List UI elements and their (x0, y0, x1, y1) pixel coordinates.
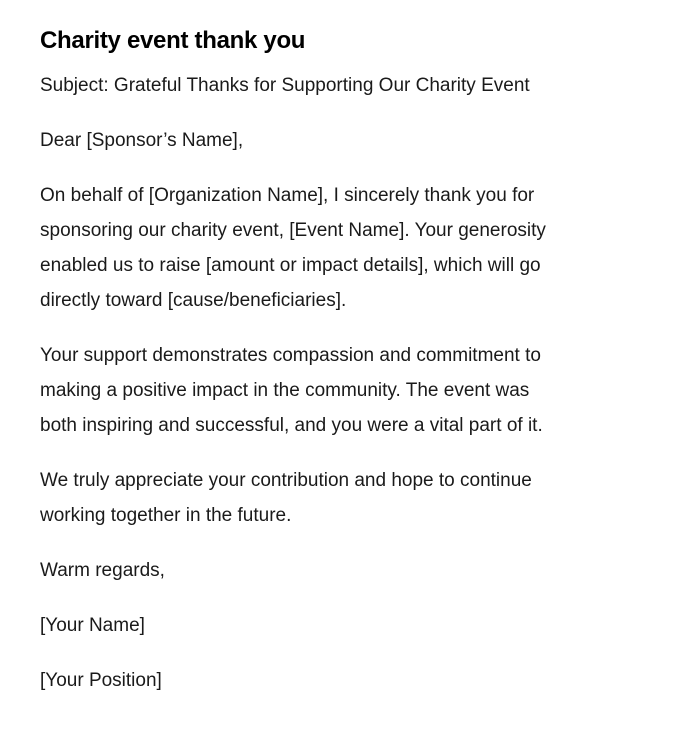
salutation: Dear [Sponsor’s Name], (40, 130, 244, 151)
paragraph-line: making a positive impact in the community. The event was (40, 380, 530, 401)
paragraph-line: working together in the future. (40, 505, 292, 526)
body-paragraph-2 (40, 338, 660, 443)
signature-name: [Your Name] (40, 615, 145, 636)
subject-line: Subject: Grateful Thanks for Supporting Our Charity Event (40, 75, 530, 96)
paragraph-line: directly toward [cause/beneficiaries]. (40, 290, 347, 311)
closing: Warm regards, (40, 560, 165, 581)
document-title: Charity event thank you (40, 27, 306, 54)
paragraph-line: Your support demonstrates compassion and commitment to (40, 345, 541, 366)
body-paragraph-3 (40, 463, 660, 533)
paragraph-line: We truly appreciate your contribution and hope to continue (40, 470, 532, 491)
paragraph-line: enabled us to raise [amount or impact details], which will go (40, 255, 541, 276)
signature-position: [Your Position] (40, 670, 162, 691)
body-paragraph-1 (40, 178, 660, 318)
paragraph-line: sponsoring our charity event, [Event Name]. Your generosity (40, 220, 546, 241)
paragraph-line: both inspiring and successful, and you were a vital part of it. (40, 415, 543, 436)
paragraph-line: On behalf of [Organization Name], I sincerely thank you for (40, 185, 535, 206)
